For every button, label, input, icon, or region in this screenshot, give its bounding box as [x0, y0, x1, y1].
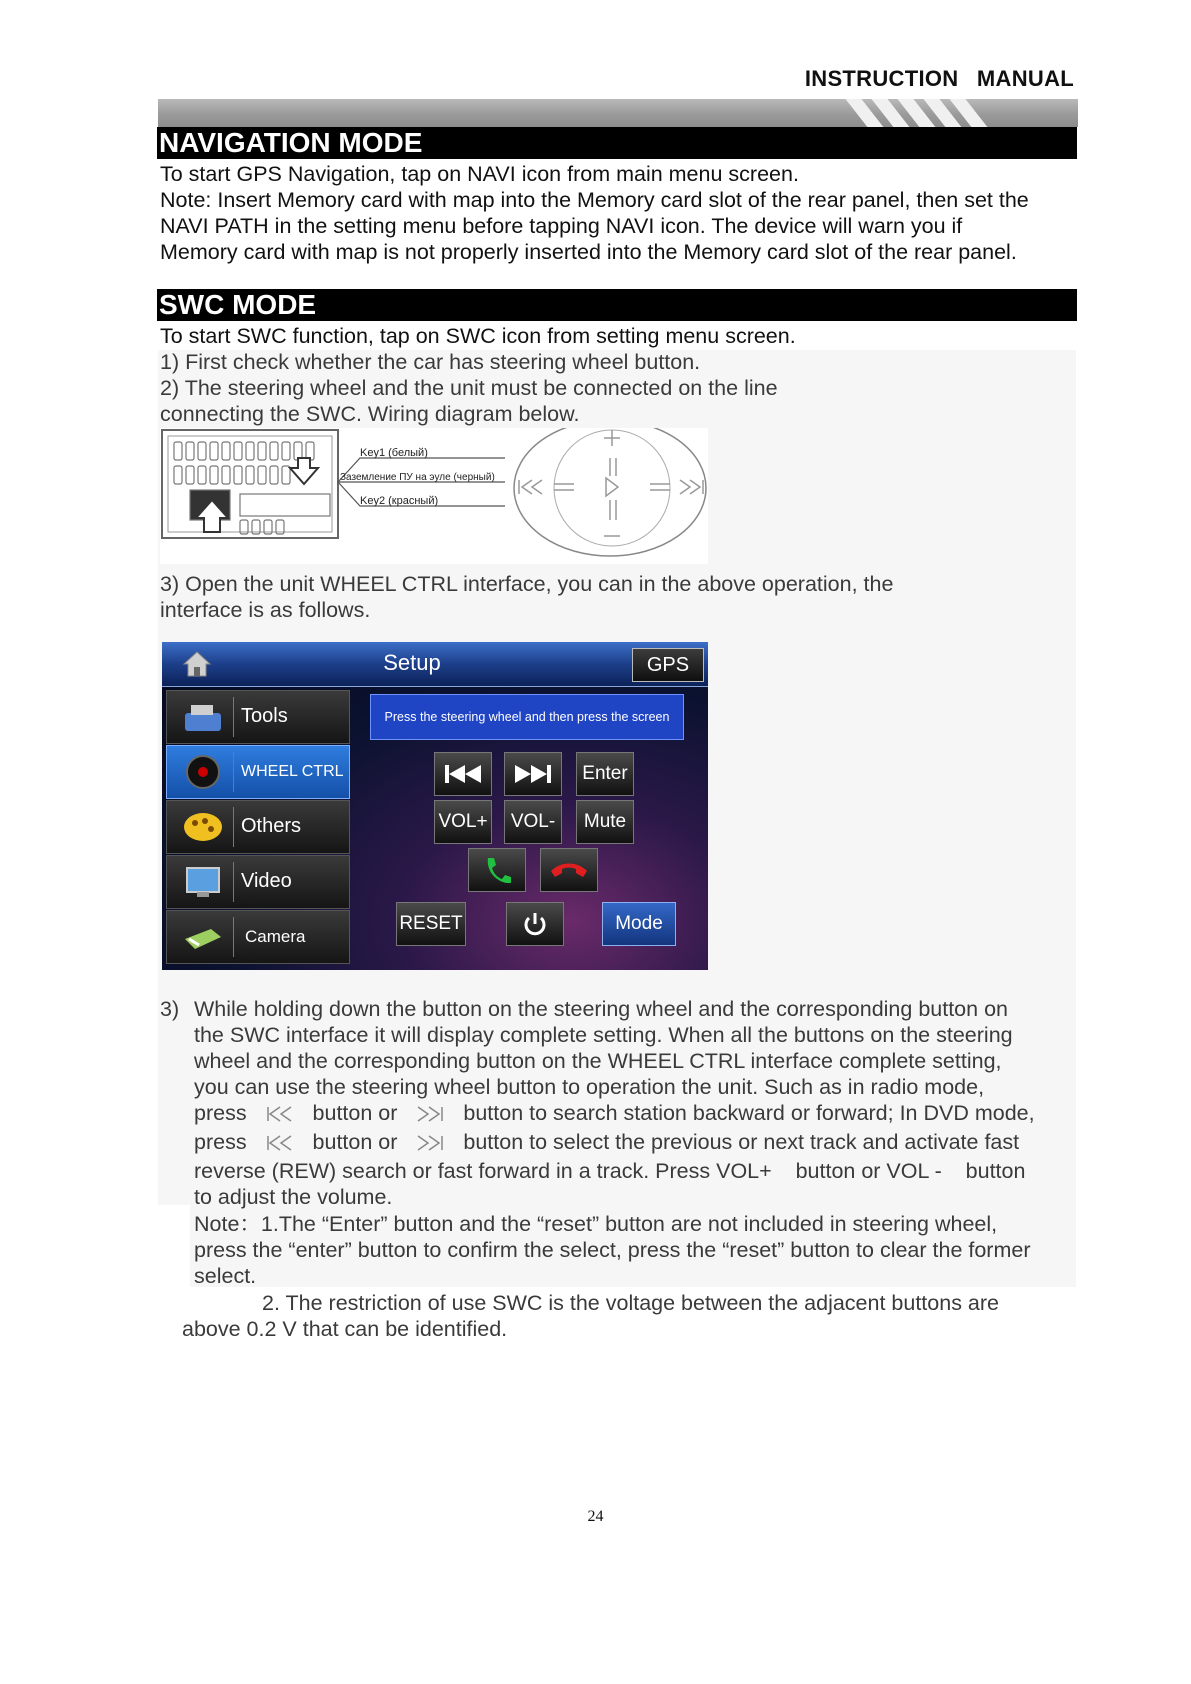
call-answer-button[interactable]: [468, 848, 526, 892]
sidebar-item-video[interactable]: [166, 855, 350, 909]
swc-step3-line1: 3) Open the unit WHEEL CTRL interface, you can in the above operation, the: [160, 572, 894, 596]
gps-button[interactable]: GPS: [632, 648, 704, 682]
wiring-diagram: [160, 428, 708, 564]
navigation-line: Memory card with map is not properly inserted into the Memory card slot of the rear panel.: [160, 240, 1017, 264]
sidebar-item-label: WHEEL CTRL: [241, 763, 344, 780]
item-text: button to search station backward or forward; In DVD mode,: [463, 1101, 1035, 1125]
sidebar-item-wheel-ctrl[interactable]: [166, 745, 350, 799]
power-button[interactable]: [506, 902, 564, 946]
sidebar-item-others[interactable]: [166, 800, 350, 854]
mute-button[interactable]: Mute: [576, 800, 634, 844]
note-line: Note：1.The “Enter” button and the “reset” button are not included in steering wheel,: [194, 1212, 998, 1236]
navigation-text: [160, 161, 1080, 265]
item-line: to adjust the volume.: [194, 1185, 393, 1209]
item-line: reverse (REW) search or fast forward in a track. Press VOL+ button or VOL - button: [194, 1159, 1026, 1183]
wheel-ctrl-setup-screen: [162, 642, 708, 970]
item-line: wheel and the corresponding button on the WHEEL CTRL interface complete setting,: [194, 1049, 1002, 1073]
item-number: 3): [160, 997, 180, 1021]
item-line: [194, 1100, 1080, 1129]
navigation-mode-heading: NAVIGATION MODE: [157, 127, 1077, 159]
swc-mode-heading: SWC MODE: [157, 289, 1077, 321]
header-banner: [158, 99, 1078, 127]
item-line: you can use the steering wheel button to operation the unit. Such as in radio mode,: [194, 1075, 985, 1099]
item-text: press: [194, 1101, 247, 1125]
reset-button[interactable]: RESET: [396, 902, 466, 946]
wire-key1-label: Key1 (белый): [360, 447, 428, 459]
item-text: press: [194, 1130, 247, 1154]
note-line: above 0.2 V that can be identified.: [182, 1317, 508, 1341]
swc-step2-line1: 2) The steering wheel and the unit must be connected on the line: [160, 376, 778, 400]
manual-header-title: INSTRUCTION MANUAL: [804, 66, 1074, 91]
note-1: [194, 1211, 1084, 1289]
sidebar-item-label: Others: [241, 815, 302, 837]
item-line: While holding down the button on the steering wheel and the corresponding button on: [194, 997, 1008, 1021]
next-track-icon: [415, 1103, 445, 1129]
setup-title: Setup: [383, 650, 441, 675]
others-icon: [181, 809, 225, 851]
navigation-line: To start GPS Navigation, tap on NAVI icon from main menu screen.: [160, 162, 799, 186]
item-line: [194, 1129, 1080, 1158]
prev-track-icon: [265, 1103, 295, 1129]
wire-key2-label: Key2 (красный): [360, 495, 439, 507]
next-track-icon: [415, 1132, 445, 1158]
sidebar-separator: [233, 752, 234, 792]
monitor-icon: [181, 864, 225, 906]
sidebar-separator: [233, 862, 234, 902]
home-icon[interactable]: [182, 650, 212, 683]
sidebar-separator: [233, 697, 234, 737]
item-body: [194, 996, 1080, 1210]
item-text: button or: [312, 1101, 398, 1125]
sidebar-item-camera[interactable]: [166, 910, 350, 964]
sidebar-item-label: Tools: [241, 705, 288, 727]
camera-icon: [181, 919, 225, 960]
call-hangup-icon: [549, 859, 589, 881]
page-number: 24: [587, 1508, 604, 1525]
note-line: select.: [194, 1264, 257, 1288]
sidebar-separator: [233, 917, 234, 957]
swc-intro: To start SWC function, tap on SWC icon from setting menu screen.: [160, 324, 796, 348]
instruction-item-3: [160, 996, 1080, 1210]
note-line: 2. The restriction of use SWC is the voltage between the adjacent buttons are: [262, 1291, 999, 1315]
call-hangup-button[interactable]: [540, 848, 598, 892]
wiring-diagram-drawing: [160, 428, 708, 564]
vol-up-button[interactable]: VOL+: [434, 800, 492, 844]
setup-instruction-message: Press the steering wheel and then press the screen: [370, 694, 684, 740]
steering-wheel-icon: [181, 754, 225, 795]
sidebar-separator: [233, 807, 234, 847]
item-text: button to select the previous or next track and activate fast: [463, 1130, 1020, 1154]
prev-track-icon: [265, 1132, 295, 1158]
sidebar-item-label: Video: [241, 870, 292, 892]
power-icon: [521, 910, 549, 938]
prev-track-button[interactable]: [434, 752, 492, 796]
mode-button[interactable]: Mode: [602, 902, 676, 946]
enter-button[interactable]: Enter: [576, 752, 634, 796]
next-track-button[interactable]: [504, 752, 562, 796]
swc-step1: 1) First check whether the car has steering wheel button.: [160, 350, 701, 374]
vol-down-button[interactable]: VOL-: [504, 800, 562, 844]
note-2: [182, 1290, 1082, 1342]
sidebar-item-tools[interactable]: [166, 690, 350, 744]
next-track-icon: [513, 763, 553, 785]
navigation-line: Note: Insert Memory card with map into the Memory card slot of the rear panel, then set the: [160, 188, 1029, 212]
prev-track-icon: [443, 763, 483, 785]
sidebar-item-label: Camera: [245, 927, 306, 946]
note-line: press the “enter” button to confirm the select, press the “reset” button to clear the former: [194, 1238, 1031, 1262]
item-text: button or: [312, 1130, 398, 1154]
item-line: the SWC interface it will display complete setting. When all the buttons on the steering: [194, 1023, 1013, 1047]
swc-step2-line2: connecting the SWC. Wiring diagram below.: [160, 402, 580, 426]
call-answer-icon: [482, 854, 512, 886]
navigation-line: NAVI PATH in the setting menu before tapping NAVI icon. The device will warn you if: [160, 214, 963, 238]
toolbox-icon: [181, 699, 225, 741]
swc-step3-line2: interface is as follows.: [160, 598, 371, 622]
wire-ground-label: Заземление ПУ на эуле (черный): [340, 472, 495, 483]
